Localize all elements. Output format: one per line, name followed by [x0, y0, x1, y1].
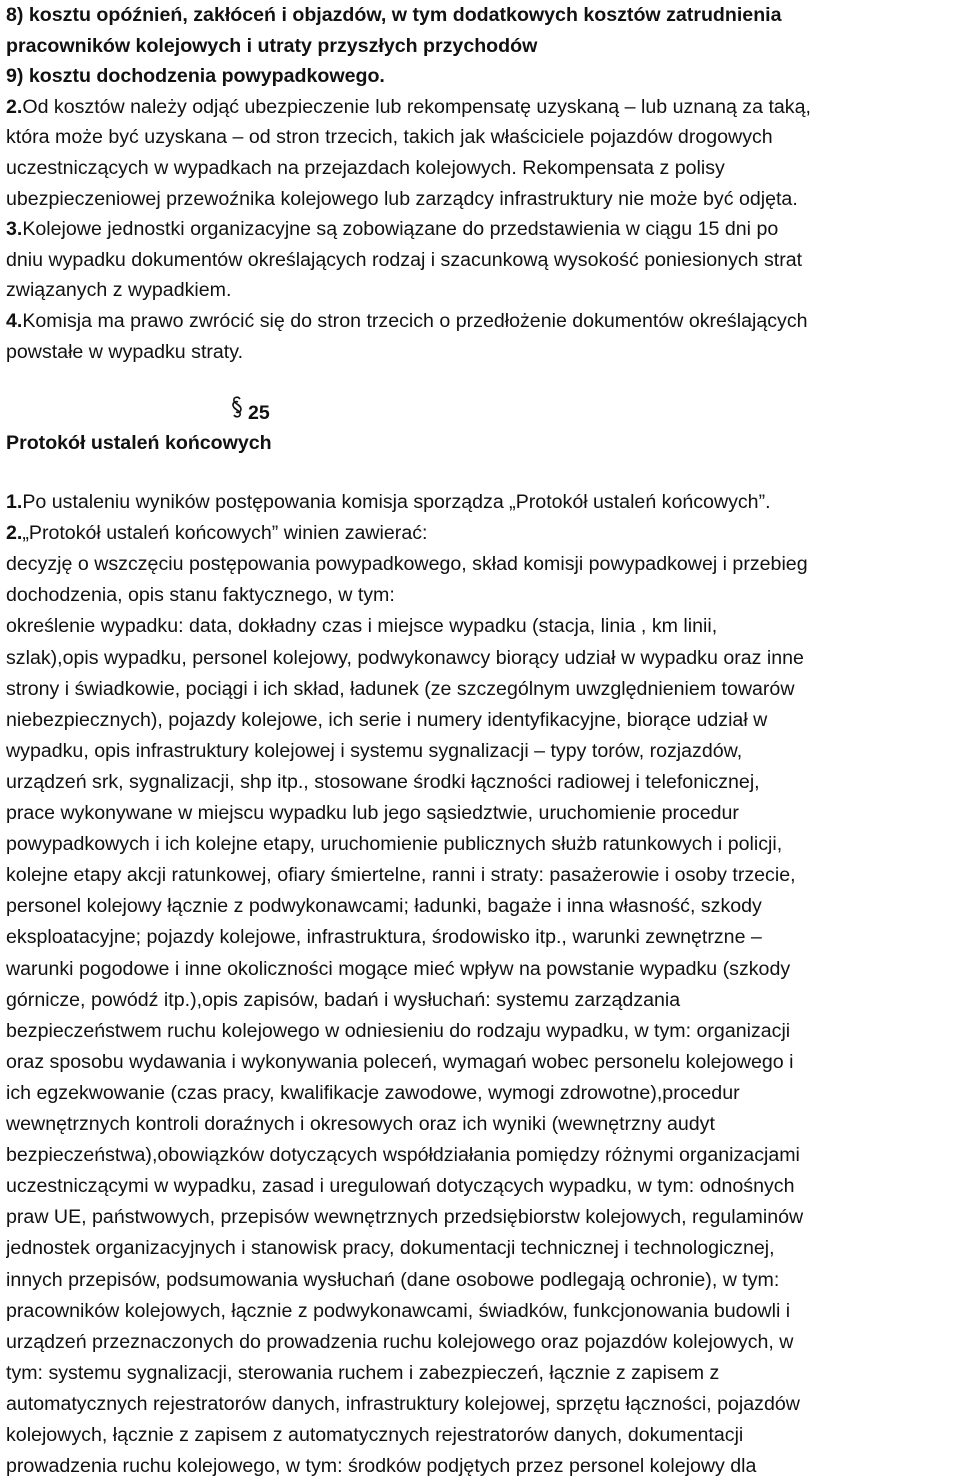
line-text: oraz sposobu wydawania i wykonywania poleceń, wymagań wobec personelu kolejowego i [6, 1050, 794, 1073]
text-line [6, 92, 954, 122]
text-line [6, 487, 954, 517]
line-text: ich egzekwowanie (czas pracy, kwalifikacje zawodowe, wymogi zdrowotne),procedur [6, 1081, 740, 1104]
line-text: personel kolejowy łącznie z podwykonawcami; ładunki, bagaże i inna własność, szkody [6, 895, 762, 918]
text-line [6, 1078, 954, 1108]
text-line [6, 275, 954, 305]
text-line [6, 0, 954, 30]
text-line [6, 306, 954, 336]
text-line [6, 1296, 954, 1326]
line-text: urządzeń srk, sygnalizacji, shp itp., stosowane środki łączności radiowej i telefonicznej, [6, 770, 760, 793]
text-line [6, 922, 954, 952]
line-text: ubezpieczeniowej przewoźnika kolejowego lub zarządcy infrastruktury nie może być odjęta. [6, 187, 798, 210]
text-line [6, 829, 954, 859]
text-line [6, 1265, 954, 1295]
line-text: urządzeń przeznaczonych do prowadzenia ruchu kolejowego oraz pojazdów kolejowych, w [6, 1330, 794, 1353]
line-text: niebezpiecznych), pojazdy kolejowe, ich serie i numery identyfikacyjne, biorące udział w [6, 708, 768, 731]
text-line [6, 337, 954, 367]
text-line [6, 153, 954, 183]
item-number: 4. [6, 310, 23, 332]
line-text: kosztu opóźnień, zakłóceń i objazdów, w tym dodatkowych kosztów zatrudnienia [23, 4, 782, 26]
text-line [6, 1016, 954, 1046]
text-line [6, 1233, 954, 1263]
line-text: innych przepisów, podsumowania wysłuchań (dane osobowe podlegają ochronie), w tym: [6, 1268, 780, 1291]
line-text: Komisja ma prawo zwrócić się do stron trzecich o przedłożenie dokumentów określających [22, 310, 808, 332]
line-text: szlak),opis wypadku, personel kolejowy, podwykonawcy biorący udział w wypadku oraz inne [6, 646, 804, 669]
line-text: związanych z wypadkiem. [6, 279, 232, 302]
text-line [6, 643, 954, 673]
text-line [6, 860, 954, 890]
line-text: Kolejowe jednostki organizacyjne są zobowiązane do przedstawienia w ciągu 15 dni po [22, 218, 779, 241]
text-line [6, 954, 954, 984]
section-number: 25 [248, 402, 270, 424]
text-line [6, 705, 954, 735]
text-line [6, 580, 954, 610]
text-line [6, 674, 954, 704]
text-line [6, 767, 954, 797]
text-line [6, 122, 954, 152]
line-text: powstałe w wypadku straty. [6, 340, 244, 363]
line-text: „Protokół ustaleń końcowych” winien zawierać: [22, 522, 428, 545]
line-text: dochodzenia, opis stanu faktycznego, w tym: [6, 584, 395, 607]
text-line [6, 214, 954, 244]
line-text: warunki pogodowe i inne okoliczności mogące mieć wpływ na powstanie wypadku (szkody [6, 957, 791, 980]
text-line [6, 985, 954, 1015]
text-line [6, 891, 954, 921]
text-line [6, 1171, 954, 1201]
line-text: bezpieczeństwem ruchu kolejowego w odniesieniu do rodzaju wypadku, w tym: organizacji [6, 1019, 791, 1042]
text-line [6, 798, 954, 828]
text-line [6, 1202, 954, 1232]
text-line [6, 518, 954, 548]
line-text: Po ustaleniu wyników postępowania komisja sporządza „Protokół ustaleń końcowych”. [22, 491, 771, 513]
line-text: wewnętrznych kontroli doraźnych i okresowych oraz ich wyniki (wewnętrzny audyt [6, 1113, 715, 1135]
item-number: 9) [6, 65, 24, 88]
text-line [6, 184, 954, 214]
text-line [6, 1389, 954, 1419]
line-text: automatycznych rejestratorów danych, infrastruktury kolejowej, sprzętu łączności, pojazdów [6, 1392, 800, 1415]
line-text: bezpieczeństwa),obowiązków dotyczących współdziałania pomiędzy różnymi organizacjami [6, 1144, 800, 1167]
text-line [6, 31, 954, 61]
line-text: kosztu dochodzenia powypadkowego. [23, 65, 385, 88]
line-text: pracowników kolejowych i utraty przyszłych przychodów [6, 34, 538, 57]
line-text: uczestniczącymi w wypadku, zasad i uregulowań dotyczących wypadku, w tym: odnośnych [6, 1175, 795, 1198]
text-line [6, 1451, 954, 1481]
line-text: określenie wypadku: data, dokładny czas i miejsce wypadku (stacja, linia , km linii, [6, 615, 718, 638]
text-line [6, 245, 954, 275]
line-text: kolejowych, łącznie z zapisem z automatycznych rejestratorów danych, dokumentacji [6, 1424, 744, 1446]
line-text: wypadku, opis infrastruktury kolejowej i systemu sygnalizacji – typy torów, rozjazdów, [6, 739, 743, 762]
line-text: strony i świadkowie, pociągi i ich skład, ładunek (ze szczególnym uwzględnieniem towarów [6, 677, 795, 700]
section-sign-icon [230, 396, 244, 418]
line-text: która może być uzyskana – od stron trzecich, takich jak właściciele pojazdów drogowych [6, 126, 773, 149]
text-line [6, 736, 954, 766]
text-line [6, 549, 954, 579]
line-text: górnicze, powódź itp.),opis zapisów, badań i wysłuchań: systemu zarządzania [6, 988, 681, 1011]
item-number: 2. [6, 95, 23, 118]
line-text: prowadzenia ruchu kolejowego, w tym: środków podjętych przez personel kolejowy dla [6, 1455, 757, 1478]
item-number: 1. [6, 491, 23, 513]
text-line [6, 1109, 954, 1139]
line-text: kolejne etapy akcji ratunkowej, ofiary śmiertelne, ranni i straty: pasażerowie i osoby trzecie, [6, 864, 796, 887]
text-line [6, 1358, 954, 1388]
line-text: pracowników kolejowych, łącznie z podwykonawcami, świadków, funkcjonowania budowli i [6, 1299, 791, 1322]
line-text: powypadkowych i ich kolejne etapy, uruchomienie publicznych służb ratunkowych i policji, [6, 833, 783, 856]
item-number: 2. [6, 522, 23, 545]
section-title: Protokół ustaleń końcowych [6, 432, 272, 454]
line-text: tym: systemu sygnalizacji, sterowania ruchem i zabezpieczeń, łącznie z zapisem z [6, 1361, 720, 1384]
text-line [6, 1420, 954, 1450]
line-text: prace wykonywane w miejscu wypadku lub jego sąsiedztwie, uruchomienie procedur [6, 802, 739, 824]
line-text: Od kosztów należy odjąć ubezpieczenie lub rekompensatę uzyskaną – lub uznaną za taką, [22, 95, 811, 118]
item-number: 3. [6, 218, 23, 241]
line-text: uczestniczących w wypadkach na przejazdach kolejowych. Rekompensata z polisy [6, 157, 725, 179]
line-text: dniu wypadku dokumentów określających rodzaj i szacunkową wysokość poniesionych strat [6, 248, 803, 271]
text-line [6, 1140, 954, 1170]
line-text: eksploatacyjne; pojazdy kolejowe, infrastruktura, środowisko itp., warunki zewnętrzne – [6, 926, 762, 949]
line-text: decyzję o wszczęciu postępowania powypadkowego, skład komisji powypadkowej i przebieg [6, 553, 808, 576]
text-line [6, 61, 954, 91]
line-text: praw UE, państwowych, przepisów wewnętrznych przedsiębiorstw kolejowych, regulaminów [6, 1206, 804, 1229]
text-line [6, 1047, 954, 1077]
text-line [6, 1327, 954, 1357]
item-number: 8) [6, 4, 24, 26]
text-line [6, 611, 954, 641]
line-text: jednostek organizacyjnych i stanowisk pracy, dokumentacji technicznej i technologicznej, [6, 1237, 775, 1260]
